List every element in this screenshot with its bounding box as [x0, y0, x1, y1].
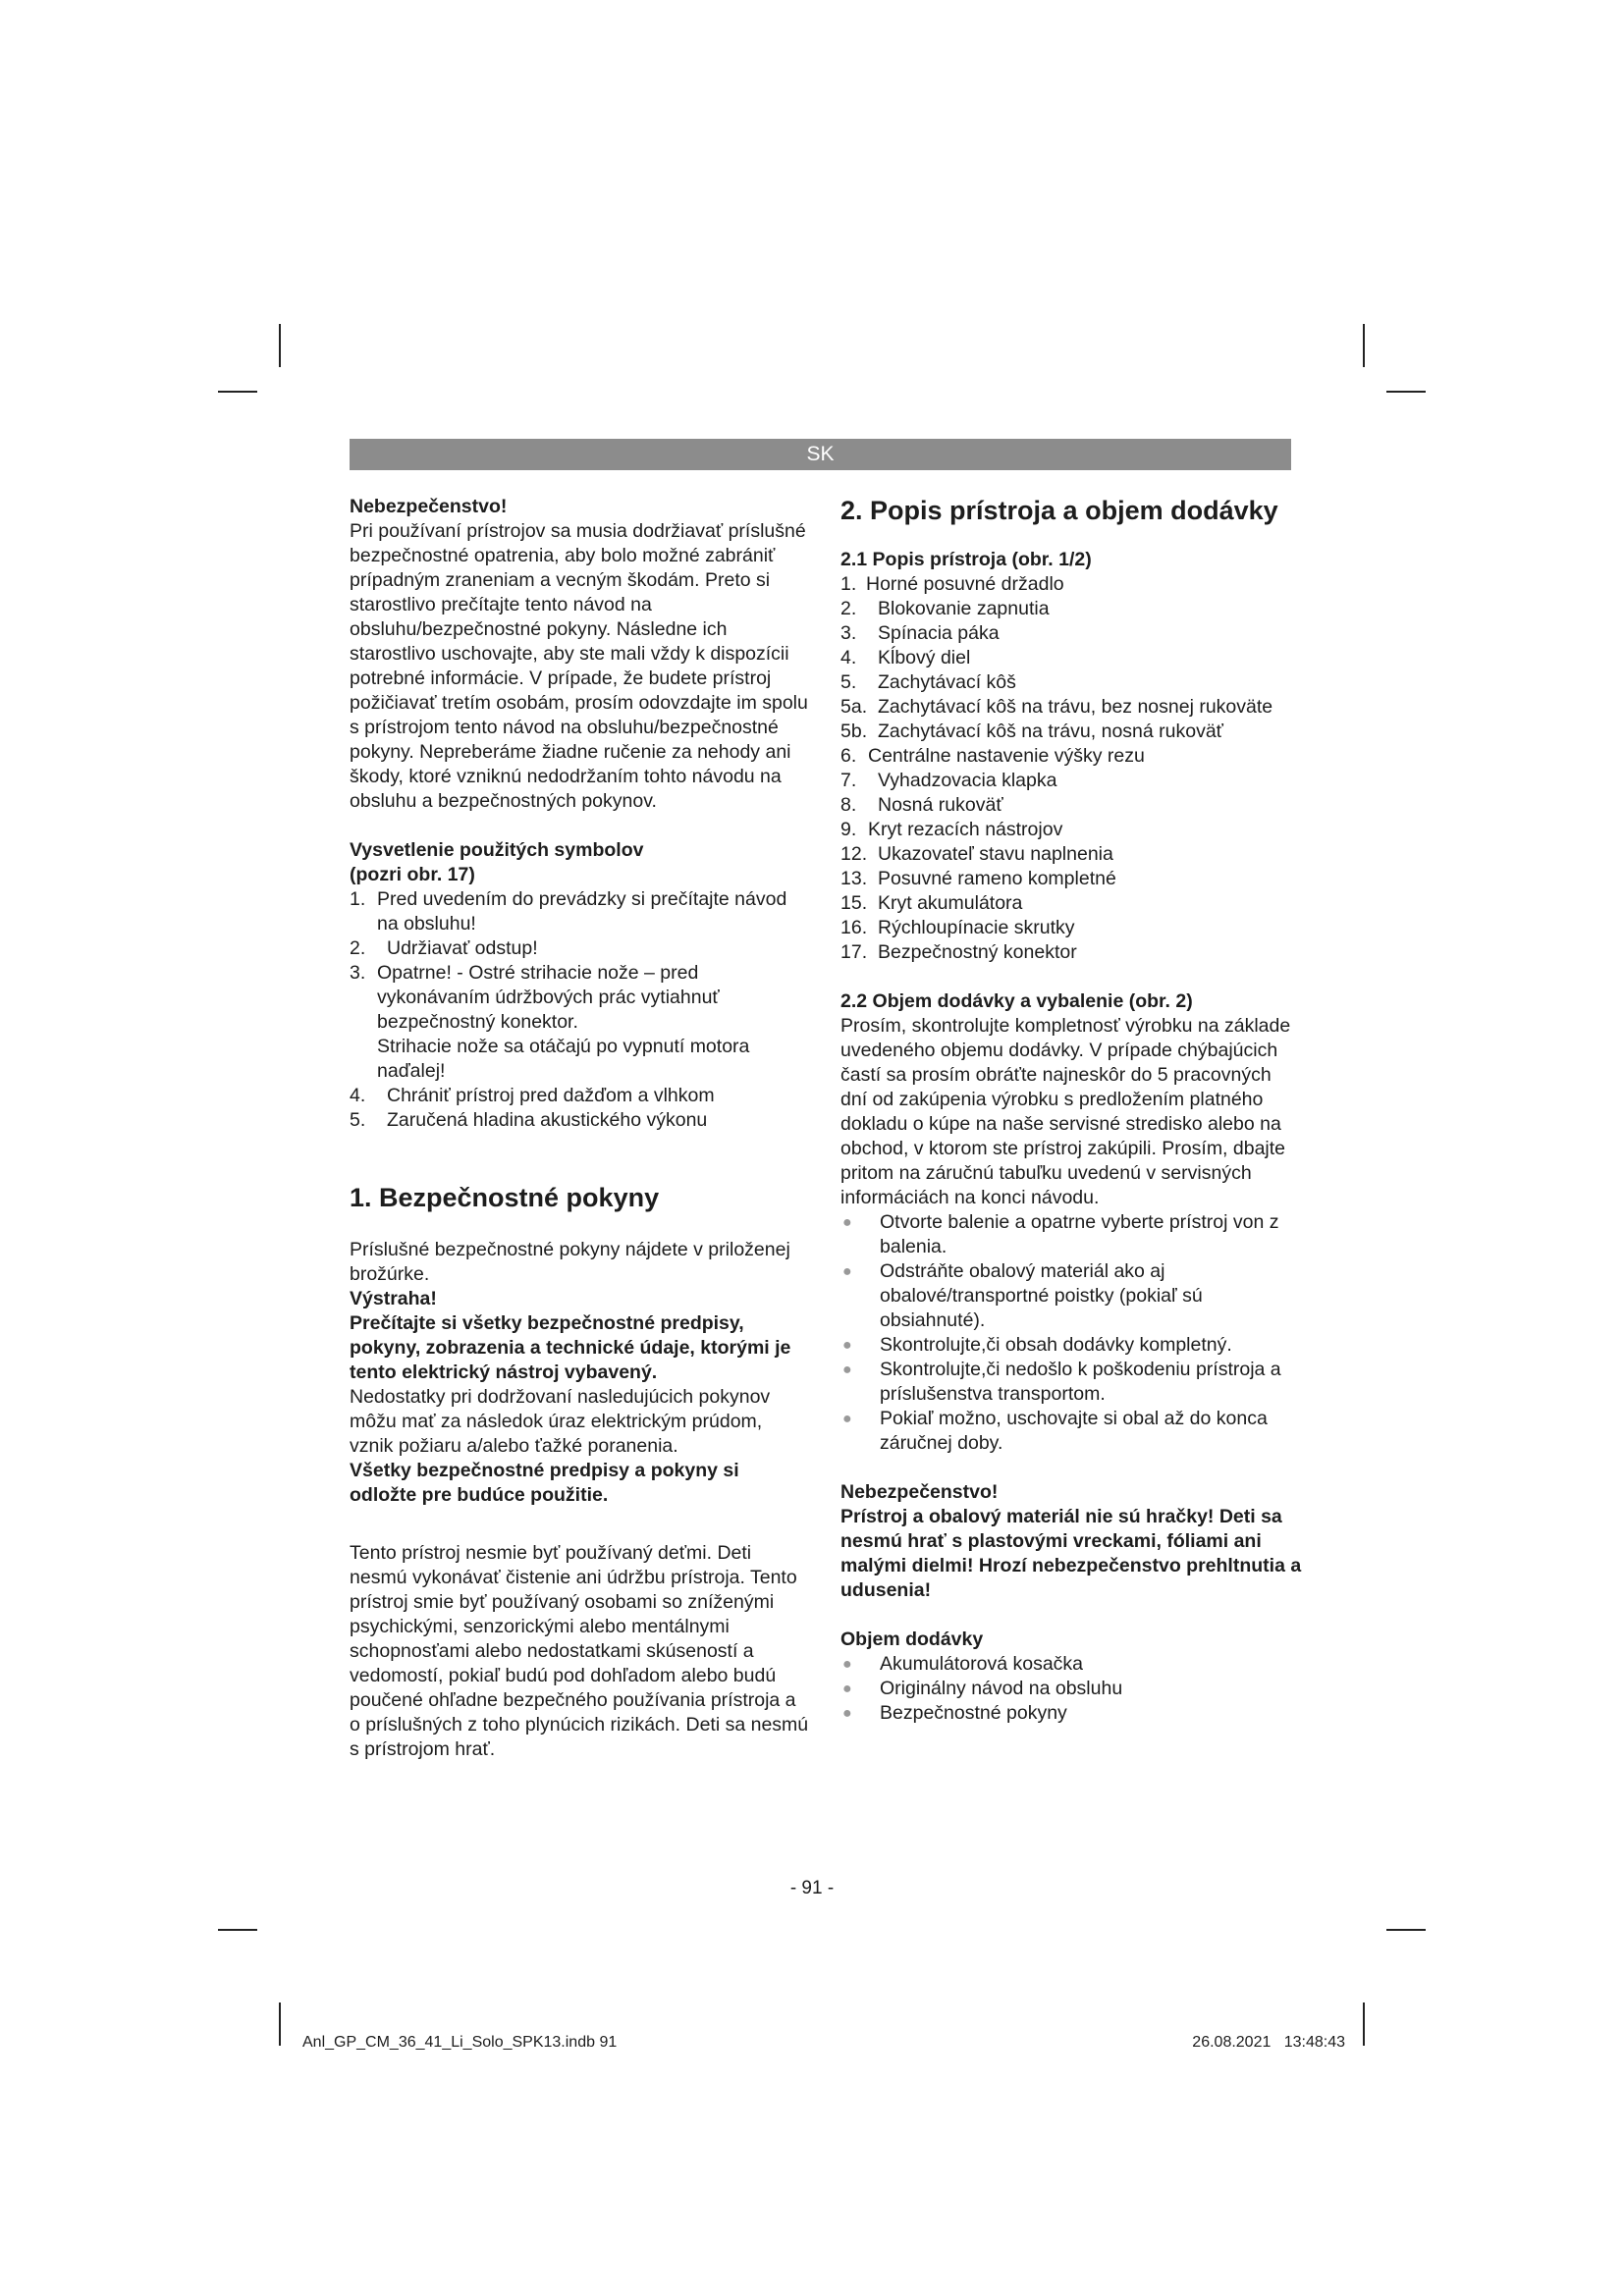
list-item: 17. Bezpečnostný konektor — [840, 941, 1077, 963]
list-item: 1. Horné posuvné držadlo — [840, 573, 1064, 595]
list-item: 15. Kryt akumulátora — [840, 892, 1023, 914]
bullet-icon: ● — [842, 1337, 852, 1354]
list-item: 9. Kryt rezacích nástrojov — [840, 819, 1063, 840]
subsection-2-2-text: Prosím, skontrolujte kompletnosť výrobku na základe uvedeného objemu dodávky. V prípade chýbajúcich častí sa prosím obráťte najneskôr do 5 pracovných dní od zakúpenia výrobku s predložením platného dokladu o kúpe na naše servisné stredisko alebo na obchod, v ktorom ste prístroj zakúpili. Prosím, dbajte pritom na záručnú tabuľku uvedenú v servisných informáciách na konci návodu. — [840, 1015, 1291, 1208]
list-item: ● Originálny návod na obsluhu — [842, 1678, 1123, 1699]
bullet-icon: ● — [842, 1705, 852, 1722]
danger-2-heading: Nebezpečenstvo! — [840, 1481, 999, 1503]
list-item: ● Otvorte balenie a opatrne vyberte prístroj von z balenia. — [842, 1211, 1279, 1257]
crop-mark-bottom-right-h — [1386, 1929, 1426, 1931]
symbols-heading-ref: (pozri obr. 17) — [350, 864, 475, 885]
crop-mark-bottom-right-v — [1363, 2002, 1365, 2046]
list-item: 5a. Zachytávací kôš na trávu, bez nosnej rukoväte — [840, 696, 1273, 718]
bullet-icon: ● — [842, 1656, 852, 1673]
warning-bold-text-2: Všetky bezpečnostné predpisy a pokyny si odložte pre budúce použitie. — [350, 1460, 739, 1506]
subsection-2-2-heading: 2.2 Objem dodávky a vybalenie (obr. 2) — [840, 990, 1193, 1012]
list-item: 2. Blokovanie zapnutia — [840, 598, 1050, 619]
list-item: ● Odstráňte obalový materiál ako aj obalové/transportné poistky (pokiaľ sú obsiahnuté). — [842, 1260, 1203, 1331]
symbols-heading: Vysvetlenie použitých symbolov — [350, 839, 644, 861]
warning-text: Nedostatky pri dodržovaní nasledujúcich pokynov môžu mať za následok úraz elektrickým prúdom, vznik požiaru a/alebo ťažké poranenia. — [350, 1386, 771, 1457]
left-column — [350, 495, 811, 1762]
page-number: - 91 - — [789, 1878, 835, 1898]
list-item: 8. Nosná rukoväť — [840, 794, 1003, 816]
danger-2-text: Prístroj a obalový materiál nie sú hračky! Deti sa nesmú hrať s plastovými vreckami, fóliami ani malými dielmi! Hrozí nebezpečenstvo prehltnutia a udusenia! — [840, 1506, 1302, 1601]
list-item: ● Akumulátorová kosačka — [842, 1653, 1084, 1675]
warning-heading: Výstraha! — [350, 1288, 437, 1309]
list-item: 5. Zaručená hladina akustického výkonu — [350, 1109, 708, 1131]
bullet-icon: ● — [842, 1681, 852, 1697]
footer-datetime: 26.08.2021 13:48:43 — [1192, 2034, 1345, 2051]
list-item: ● Bezpečnostné pokyny — [842, 1702, 1067, 1724]
section-1-title: 1. Bezpečnostné pokyny — [350, 1183, 660, 1212]
subsection-2-1-heading: 2.1 Popis prístroja (obr. 1/2) — [840, 549, 1092, 570]
list-item: 6. Centrálne nastavenie výšky rezu — [840, 745, 1145, 767]
bullet-icon: ● — [842, 1263, 852, 1280]
list-item: 7. Vyhadzovacia klapka — [840, 770, 1057, 791]
list-item: 4. Kĺbový diel — [840, 647, 971, 668]
parts-list — [840, 572, 1302, 965]
crop-mark-bottom-left-h — [218, 1929, 257, 1931]
list-item: ● Pokiaľ možno, uschovajte si obal až do konca záručnej doby. — [842, 1408, 1268, 1454]
list-item: 1. Pred uvedením do prevádzky si prečítajte návod na obsluhu! — [350, 888, 787, 934]
children-warning-text: Tento prístroj nesmie byť používaný deťmi. Deti nesmú vykonávať čistenie ani údržbu prístroja. Tento prístroj smie byť používaný osobami so zníženými psychickými, senzorickými alebo mentálnymi schopnosťami alebo nedostatkami skúseností a vedomostí, pokiaľ budú pod dohľadom alebo budú poučené ohľadne bezpečného používania prístroja a o príslušných z toho plynúcich rizikách. Deti sa nesmú s prístrojom hrať. — [350, 1542, 809, 1760]
language-code: SK — [806, 443, 835, 465]
bullet-icon: ● — [842, 1214, 852, 1231]
list-item: 12. Ukazovateľ stavu naplnenia — [840, 843, 1113, 865]
crop-mark-top-left-h — [218, 391, 257, 393]
warning-bold-text: Prečítajte si všetky bezpečnostné predpisy, pokyny, zobrazenia a technické údaje, ktorými je tento elektrický nástroj vybavený. — [350, 1312, 791, 1383]
list-item: 3. Spínacia páka — [840, 622, 1000, 644]
section-2-title: 2. Popis prístroja a objem dodávky — [840, 496, 1278, 525]
right-column — [840, 495, 1302, 1726]
delivery-heading: Objem dodávky — [840, 1629, 984, 1650]
footer-file-name: Anl_GP_CM_36_41_Li_Solo_SPK13.indb 91 — [302, 2034, 618, 2051]
list-item: ● Skontrolujte,či nedošlo k poškodeniu prístroja a príslušenstva transportom. — [842, 1359, 1281, 1405]
section-1-intro: Príslušné bezpečnostné pokyny nájdete v priloženej brožúrke. — [350, 1239, 790, 1285]
list-item: 13. Posuvné rameno kompletné — [840, 868, 1116, 889]
language-header-bar — [350, 439, 1291, 470]
danger-text: Pri používaní prístrojov sa musia dodržiavať príslušné bezpečnostné opatrenia, aby bolo možné zabrániť prípadným zraneniam a vecným škodám. Preto si starostlivo prečítajte tento návod na obsluhu/bezpečnostné pokyny. Následne ich starostlivo uschovajte, aby ste mali vždy k dispozícii potrebné informácie. V prípade, že budete prístroj požičiavať tretím osobám, prosím odovzdajte im spolu s prístrojom tento návod na obsluhu/bezpečnostné pokyny. Nepreberáme žiadne ručenie za nehody ani škody, ktoré vzniknú nedodržaním tohto návodu na obsluhu a bezpečnostných pokynov. — [350, 520, 808, 812]
list-item: 2. Udržiavať odstup! — [350, 937, 538, 959]
list-item: 5b. Zachytávací kôš na trávu, nosná rukoväť — [840, 721, 1223, 742]
crop-mark-top-right-h — [1386, 391, 1426, 393]
crop-mark-bottom-left-v — [279, 2002, 281, 2046]
list-item: 4. Chrániť prístroj pred dažďom a vlhkom — [350, 1085, 715, 1106]
list-item: 3. Opatrne! - Ostré strihacie nože – pred vykonávaním údržbových prác vytiahnuť bezpečnostný konektor. Strihacie nože sa otáčajú po vypnutí motora naďalej! — [350, 962, 750, 1082]
crop-mark-top-right-v — [1363, 324, 1365, 367]
crop-mark-top-left-v — [279, 324, 281, 367]
unpack-steps-list — [840, 1210, 1302, 1456]
list-item: 5. Zachytávací kôš — [840, 671, 1016, 693]
list-item: 16. Rýchloupínacie skrutky — [840, 917, 1075, 938]
bullet-icon: ● — [842, 1362, 852, 1378]
symbols-list — [350, 887, 811, 1133]
danger-heading: Nebezpečenstvo! — [350, 496, 508, 517]
delivery-list — [840, 1652, 1302, 1726]
bullet-icon: ● — [842, 1411, 852, 1427]
list-item: ● Skontrolujte,či obsah dodávky kompletný. — [842, 1334, 1232, 1356]
symbols-3-note: Strihacie nože sa otáčajú po vypnutí motora naďalej! — [377, 1036, 750, 1082]
